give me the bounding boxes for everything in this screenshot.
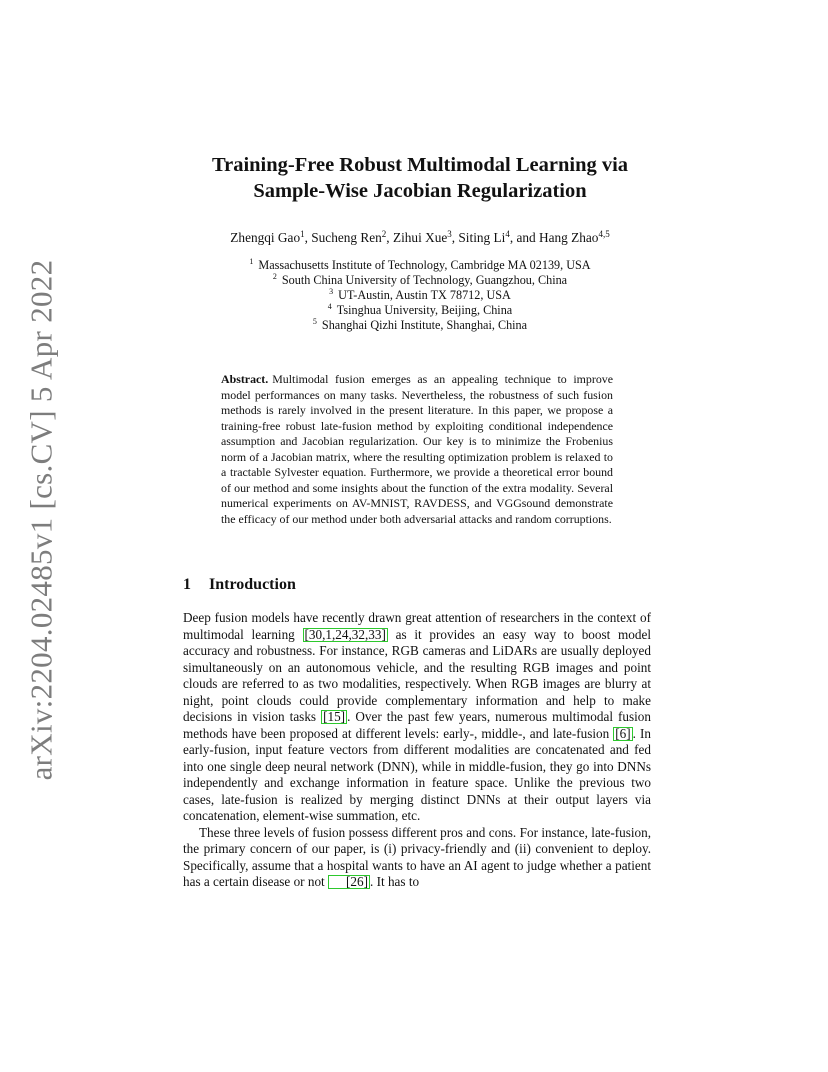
body-paragraph bbox=[183, 825, 651, 891]
title-line-2: Sample-Wise Jacobian Regularization bbox=[253, 180, 587, 202]
author-separator: , bbox=[451, 230, 459, 245]
citation-link[interactable]: [6] bbox=[615, 725, 631, 741]
affiliation-text: Tsinghua University, Beijing, China bbox=[336, 303, 513, 317]
paragraph-text: . In early-fusion, input feature vectors from different modalities are concatenated and fed into one single deep neural network (DNN), while in middle-fusion, they go into DNNs independently and exchange information in feature space. Unlike the previous two cases, late-fusion is realized by merging distinct DNNs at their output layers via concatenation, element-wise summation, etc. bbox=[183, 725, 651, 823]
author-affiliation-marker: 2 bbox=[381, 229, 387, 239]
affiliation-text: UT-Austin, Austin TX 78712, USA bbox=[338, 288, 511, 302]
section-heading bbox=[183, 575, 643, 595]
affiliation-text: Massachusetts Institute of Technology, Cambridge MA 02139, USA bbox=[258, 258, 591, 272]
abstract-text: Multimodal fusion emerges as an appealing technique to improve model performances on many tasks. Nevertheless, the robustness of such fusion methods is rarely involved in the present literature. In this paper, we propose a training-free robust late-fusion method by exploiting conditional independence assumption and Jacobian regularization. Our key is to minimize the Frobenius norm of a Jacobian matrix, where the resulting optimization problem is relaxed to a tractable Sylvester equation. Furthermore, we provide a theoretical error bound of our method and some insights about the function of the extra modality. Several numerical experiments on AV-MNIST, RAVDESS, and VGGsound demonstrate the efficacy of our method under both adversarial attacks and random corruptions. bbox=[221, 372, 613, 526]
paragraph-text: These three levels of fusion possess different pros and cons. For instance, late-fusion, the primary concern of our paper, is (i) privacy-friendly and (ii) convenient to deploy. Specifically, assume that a hospital wants to have an AI agent to judge whether a patient has a certain disease or not bbox=[183, 824, 651, 889]
citation-link[interactable]: [15] bbox=[323, 709, 346, 724]
author-name: Siting Li bbox=[458, 230, 506, 245]
paragraph-text: Deep fusion models have recently drawn great attention of researchers in the context of multimodal learning bbox=[183, 610, 651, 642]
paragraph-text: . Over the past few years, numerous multimodal fusion methods have been proposed at different levels: early-, middle-, and late-fusion bbox=[183, 709, 651, 741]
author-separator: , and bbox=[509, 230, 539, 245]
affiliation-list bbox=[150, 258, 690, 333]
affiliation-text: South China University of Technology, Guangzhou, China bbox=[281, 273, 568, 287]
introduction-body bbox=[183, 610, 651, 891]
affiliation-line bbox=[150, 273, 690, 288]
citation-link[interactable]: [30,1,24,32,33] bbox=[304, 626, 386, 642]
paragraph-text: . It has to bbox=[370, 874, 420, 889]
author-separator: , bbox=[386, 230, 393, 245]
body-paragraph bbox=[183, 610, 651, 825]
author-name: Zhengqi Gao bbox=[230, 230, 301, 245]
citation-link[interactable]: [26] bbox=[328, 875, 370, 889]
arxiv-identifier-stamp bbox=[20, 259, 62, 781]
author-list bbox=[150, 229, 690, 247]
paper-title bbox=[150, 152, 690, 204]
author-affiliation-marker: 4,5 bbox=[598, 229, 610, 239]
author-separator: , bbox=[304, 230, 312, 245]
author-affiliation-marker: 3 bbox=[447, 229, 452, 239]
affiliation-text: Shanghai Qizhi Institute, Shanghai, China bbox=[321, 318, 528, 332]
author-name: Sucheng Ren bbox=[311, 230, 382, 245]
section-number: 1 bbox=[183, 576, 191, 593]
affiliation-line bbox=[150, 258, 690, 273]
title-line-1: Training-Free Robust Multimodal Learning via bbox=[211, 154, 629, 176]
abstract-block bbox=[221, 372, 613, 527]
affiliation-line bbox=[150, 303, 690, 318]
affiliation-marker: 4 bbox=[327, 302, 332, 311]
affiliation-marker: 1 bbox=[249, 257, 254, 266]
affiliation-marker: 5 bbox=[312, 317, 317, 326]
author-affiliation-marker: 4 bbox=[505, 229, 510, 239]
affiliation-marker: 3 bbox=[329, 287, 334, 296]
affiliation-line bbox=[150, 288, 690, 303]
affiliation-marker: 2 bbox=[272, 272, 277, 281]
affiliation-line bbox=[150, 318, 690, 333]
author-name: Zihui Xue bbox=[392, 230, 448, 245]
author-name: Hang Zhao bbox=[539, 230, 599, 245]
author-affiliation-marker: 1 bbox=[300, 229, 305, 239]
abstract-label: Abstract. bbox=[221, 372, 269, 386]
section-title: Introduction bbox=[209, 576, 296, 593]
paragraph-text: as it provides an easy way to boost model accuracy and robustness. For instance, RGB cameras and LiDARs are usually deployed simultaneously on an autonomous vehicle, and the resulting RGB images and point clouds are referred to as two modalities, respectively. When RGB images are blurry at night, point clouds could provide complementary information and help to make decisions in vision tasks bbox=[183, 626, 651, 724]
arxiv-identifier-text: arXiv:2204.02485v1 [cs.CV] 5 Apr 2022 bbox=[23, 259, 58, 781]
